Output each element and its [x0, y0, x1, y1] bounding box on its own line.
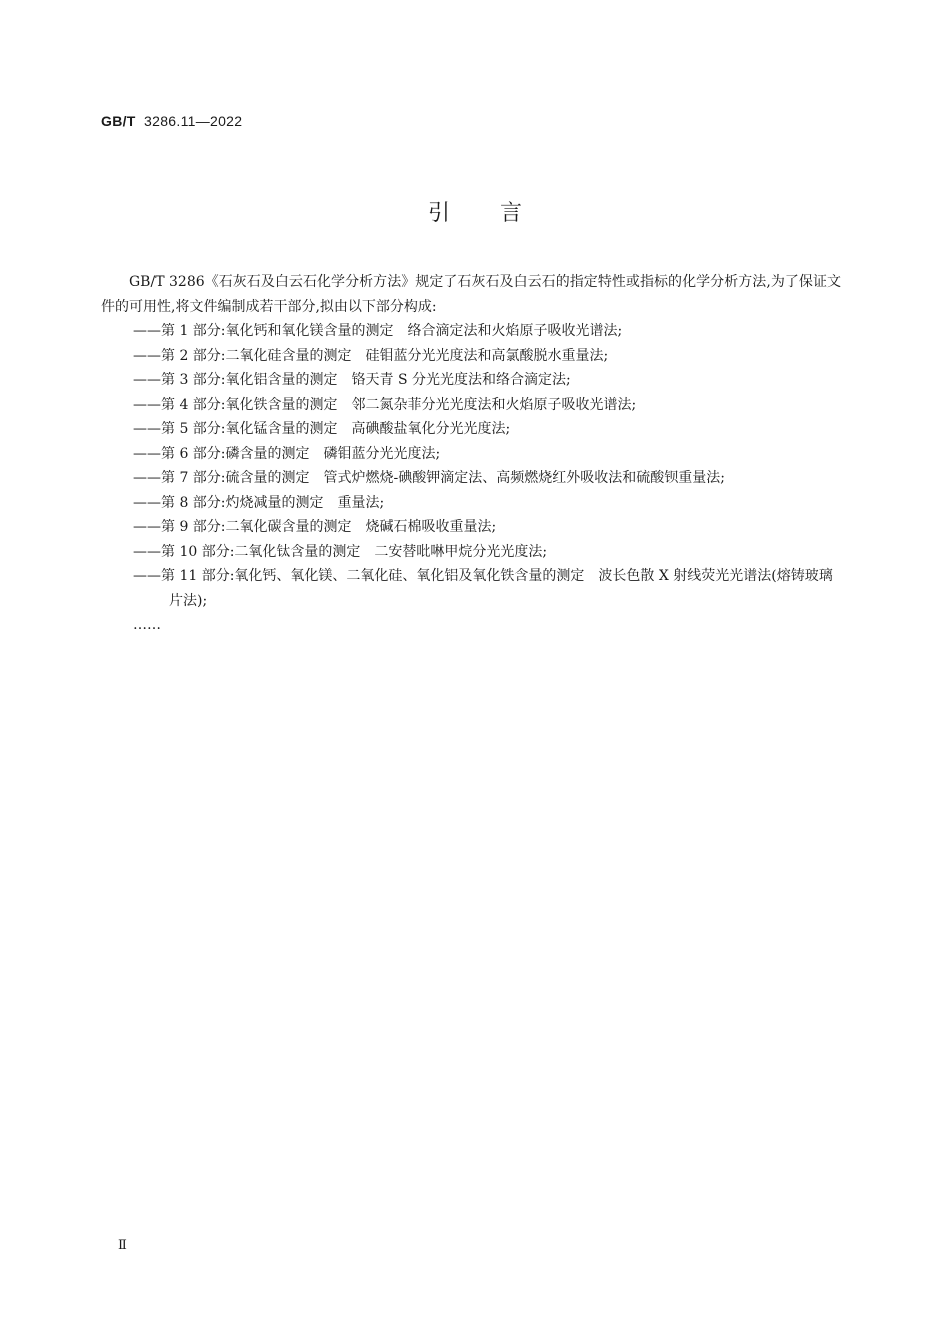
standard-number: 3286.11—2022	[144, 113, 243, 129]
list-item: ——第 4 部分:氧化铁含量的测定 邻二氮杂菲分光光度法和火焰原子吸收光谱法;	[133, 396, 637, 413]
document-body	[101, 270, 841, 638]
ellipsis: ……	[133, 617, 161, 633]
page-title: 引言	[427, 201, 572, 226]
standard-prefix: GB/T	[101, 113, 136, 129]
list-item: ——第 6 部分:磷含量的测定 磷钼蓝分光光度法;	[133, 445, 441, 462]
parts-list	[101, 319, 841, 613]
list-item: ——第 10 部分:二氧化钛含量的测定 二安替吡啉甲烷分光光度法;	[133, 543, 548, 560]
standard-code	[101, 113, 242, 129]
list-item: ——第 3 部分:氧化铝含量的测定 铬天青 S 分光光度法和络合滴定法;	[133, 372, 571, 388]
list-item: ——第 7 部分:硫含量的测定 管式炉燃烧-碘酸钾滴定法、高频燃烧红外吸收法和硫酸钡重量法;	[133, 470, 725, 486]
list-item: ——第 11 部分:氧化钙、氧化镁、二氧化硅、氧化铝及氧化铁含量的测定 波长色散 X 射线荧光光谱法(熔铸玻璃片法);	[133, 568, 833, 609]
page-number: Ⅱ	[118, 1238, 127, 1253]
list-item: ——第 2 部分:二氧化硅含量的测定 硅钼蓝分光光度法和高氯酸脱水重量法;	[133, 347, 609, 364]
list-item: ——第 8 部分:灼烧减量的测定 重量法;	[133, 494, 385, 511]
list-item: ——第 9 部分:二氧化碳含量的测定 烧碱石棉吸收重量法;	[133, 519, 497, 535]
intro-paragraph: GB/T 3286《石灰石及白云石化学分析方法》规定了石灰石及白云石的指定特性或指标的化学分析方法,为了保证文件的可用性,将文件编制成若干部分,拟由以下部分构成:	[101, 274, 841, 315]
list-item: ——第 5 部分:氧化锰含量的测定 高碘酸盐氧化分光光度法;	[133, 421, 511, 437]
list-item: ——第 1 部分:氧化钙和氧化镁含量的测定 络合滴定法和火焰原子吸收光谱法;	[133, 323, 623, 339]
